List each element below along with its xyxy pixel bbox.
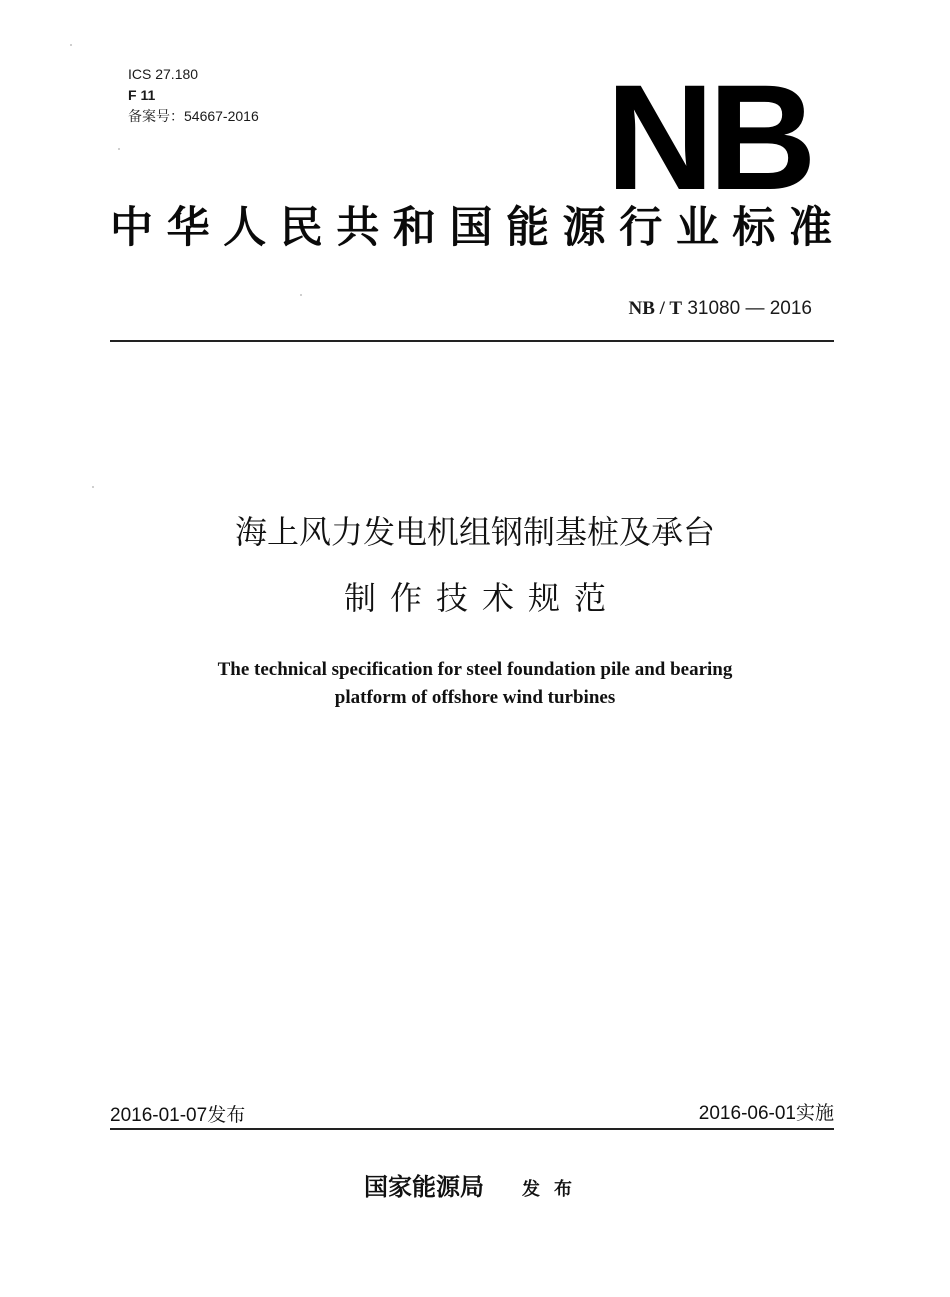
scan-speck <box>300 294 302 296</box>
publisher-name: 国家能源局 <box>364 1173 484 1201</box>
top-divider <box>110 340 834 342</box>
implementation-date: 2016-06-01实施 <box>698 1103 834 1124</box>
title-english-line1: The technical specification for steel foundation pile and bearing <box>217 659 733 680</box>
standard-number-prefix: NB / T <box>628 298 683 319</box>
title-english-line2: platform of offshore wind turbines <box>334 687 616 708</box>
issue-date: 2016-01-07发布 <box>110 1105 246 1126</box>
publisher-line <box>0 1170 950 1207</box>
ics-code: ICS 27.180 <box>128 66 199 82</box>
scan-speck <box>70 44 72 46</box>
document-meta <box>128 64 259 127</box>
standard-number-value: 31080 — 2016 <box>687 298 812 319</box>
scan-speck <box>118 148 120 150</box>
standard-number <box>629 296 812 322</box>
nb-logo: NB <box>606 53 811 221</box>
title-chinese-line2: 制作技术规范 <box>343 579 620 617</box>
standard-category-heading: 中华人民共和国能源行业标准 <box>110 203 832 253</box>
title-chinese-line1: 海上风力发电机组钢制基桩及承台 <box>234 513 715 551</box>
bottom-divider <box>110 1128 834 1130</box>
scan-speck <box>92 486 94 488</box>
classification-code: F 11 <box>128 87 156 103</box>
publisher-action: 发布 <box>522 1179 586 1200</box>
record-number: 备案号：54667-2016 <box>128 108 259 124</box>
